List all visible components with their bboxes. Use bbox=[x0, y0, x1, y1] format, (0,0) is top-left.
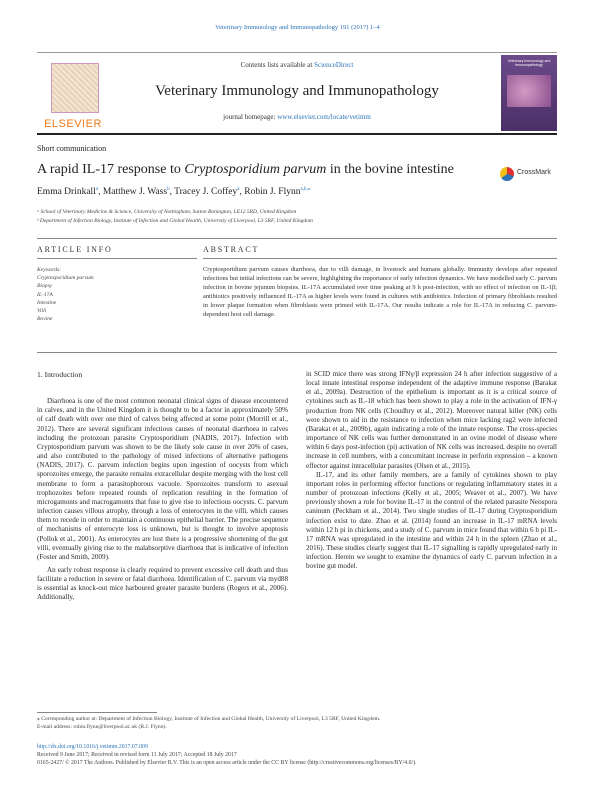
crossmark-badge[interactable] bbox=[500, 166, 554, 184]
body-column-right bbox=[306, 370, 557, 571]
crossmark-label: CrossMark bbox=[517, 169, 551, 176]
abstract-heading: ABSTRACT bbox=[203, 245, 260, 254]
journal-cover-thumbnail bbox=[501, 55, 557, 131]
footnote bbox=[37, 716, 557, 731]
divider bbox=[37, 238, 557, 239]
paragraph: in SCID mice there was strong IFNγ/β expression 24 h after infection suggestive of a local innate intestinal response independent of the adaptive immune response (Barakat et al., 2009a). Destruction of the epithelium is important as it is a critical source of cytokines such as IL-18 which has been shown to play a role in the activation of IFN-γ production from NK cells (Choudhry et al., 2012). Moreover natural killer (NK) cells were shown to aid in the resistance to infection when mice lacking rag2 were infected (Barakat et al., 2009b), again indicating a role of the innate response. The cross-species importance of NK cells was further demonstrated in an ovine model of disease where within 6 days post-infection (pi) activation of NK cells was increased, despite no overall increase in cell numbers, with a concomitant increase in perforin expression – a known effector against intracellular parasites (Olsen et al., 2015). bbox=[306, 370, 557, 470]
doi-link[interactable]: http://dx.doi.org/10.1016/j.vetimm.2017.07.009 bbox=[37, 744, 148, 750]
journal-citation: Veterinary Immunology and Immunopathology 191 (2017) 1–4 bbox=[215, 24, 380, 31]
body-column-left bbox=[37, 370, 288, 603]
author[interactable]: Emma Drinkall$^a$ bbox=[37, 187, 99, 198]
publication-info bbox=[37, 744, 557, 767]
publisher-name: ELSEVIER bbox=[44, 118, 102, 130]
paragraph: An early robust response is clearly required to prevent excessive cell death and thus facilitate a reduction in severe or fatal diarrhoea. Identification of C. parvum via myd88 is essential as knock-out mice harboured greater parasite burdens (Rogers et al., 2006). Additionally, bbox=[37, 565, 288, 602]
license-text: 0165-2427/ © 2017 The Authors. Published by Elsevier B.V. This is an open access article under the CC BY license (http://creativecommons.org/licenses/BY/4.0/). bbox=[37, 759, 417, 766]
author[interactable]: Robin J. Flynn$^{a,b,⁎}$ bbox=[244, 187, 311, 198]
corresponding-author: ⁎ Corresponding author at: Department of Infection Biology, Institute of Infection and Global Health, University of Liverpool, L3 5RF, United Kingdom. bbox=[37, 716, 381, 722]
journal-title: Veterinary Immunology and Immunopathology bbox=[155, 83, 439, 99]
article-type: Short communication bbox=[37, 144, 107, 153]
journal-header bbox=[37, 52, 557, 135]
affiliation: ᵃ School of Veterinary Medicine & Science, University of Nottingham, Sutton Bonington, LE12 5RD, United Kingdom bbox=[37, 209, 297, 215]
section-heading: 1. Introduction bbox=[37, 370, 83, 379]
paragraph: IL-17, and its other family members, are a family of cytokines shown to play important roles in performing effector functions or regulating inflammatory states in a number of protozoan infections (Kelly et al., 2005; Weaver et al., 2007). We have previously shown a role for bovine IL-17 in the control of the related parasite Neospora caninum (Peckham et al., 2014). Two single studies of IL-17 during Cryptosporidium infection exist to date. Zhao et al. (2014) found an increase in IL-17 mRNA levels within 12 h pi in chickens, and a study of C. parvum in mice found that within 6 h pi IL-17 mRNA was upregulated in the intestine and within 24 h in the spleen (Zhao et al., 2016). These studies clearly suggest that IL-17 signalling is rapidly upregulated early in infection. Herein we sought to examine the dynamics of early C. parvum infection in a bovine gut model. bbox=[306, 470, 558, 571]
author-list: Emma Drinkall$^a$, Matthew J. Wass$^b$, Tracey J. Coffey$^a$, Robin J. Flynn$^{a,b,⁎}$ bbox=[37, 187, 311, 198]
email-address: E-mail address: robin.flynn@liverpool.ac.uk (R.J. Flynn). bbox=[37, 723, 167, 730]
article-title: A rapid IL-17 response to Cryptosporidium parvum in the bovine intestine bbox=[37, 162, 454, 177]
keyword: Biopsy bbox=[37, 283, 53, 290]
author[interactable]: Tracey J. Coffey$^a$ bbox=[174, 187, 240, 198]
contents-line: Contents lists available at ScienceDirect bbox=[240, 61, 354, 69]
author[interactable]: Matthew J. Wass$^b$ bbox=[102, 187, 170, 198]
homepage-link[interactable]: www.elsevier.com/locate/vetimm bbox=[277, 113, 371, 121]
cover-title: Veterinary Immunology and Immunopathology bbox=[507, 59, 551, 68]
paragraph: Diarrhoea is one of the most common neonatal clinical signs of disease encountered in calves, and in the United Kingdom it is thought to be a factor in approximately 50% of calf death with over one third of calves being affected at some point (Morrill et al., 2012). There are several significant infectious causes of neonatal diarrhoea in calves including the protozoan parasite Cryptosporidium (NADIS, 2017). Infection with Cryptosporidium parvum was shown to be the likely sole cause in over 20% of cases, and also contributed to the pathology of mixed infections of alternative pathogens (NADIS, 2017). C. parvum infection begins upon ingestion of oocysts from which sporozoites emerge, the parasite remains extracellular despite merging with the host cell membrane to form a parasitophorous vacuole. Sporozoites transform to asexual trophozoites before repeated rounds of replication resulting in the formation of microgamonts and macrogamonts that fuse to give rise to infectious oocysts. C. parvum infection causes villous atrophy, through a loss of enterocytes in the villi, which causes them to recede in order to maintain a continuous epithelial barrier. The precise sequence of mechanisms of enterocyte loss is unknown, but is thought to involve apoptosis (Pollok et al., 2001). As enterocytes are lost there is a progressive shortening of the gut villi, eventually giving rise to the malabsorptive diarrhoea that is indicative of infection (Foster and Smith, 2009). bbox=[37, 397, 288, 561]
abstract-text: Cryptosporidium parvum causes diarrhoea, due to villi damage, in livestock and humans globally. Immunity develops after repeated infections but initial infections can be severe, highlighting the importance of early infection dynamics. We have modelled early C. parvum infection in bovine jejunum biopsies. IL-17A accumulated over time peaking at 9 h post-infection, with no effect of infection on IL-1β; antibiotics positively influenced IL-17A as higher levels were found in cultures with antibiotics. Infection of primary fibroblasts resulted in lower plaque formation when fibroblasts were primed with IL-17A. Our results indicate a role for IL-17A in reducing C. parvum-dependent host cell damage. bbox=[203, 266, 557, 318]
affiliation: ᵇ Department of Infection Biology, Institute of Infection and Global Health, University of Liverpool, L3 5RF, United Kingdom bbox=[37, 218, 313, 224]
keywords-label: Keywords: bbox=[37, 267, 62, 273]
keyword: Villi bbox=[37, 308, 47, 315]
keyword: Bovine bbox=[37, 316, 53, 323]
keyword: Intestine bbox=[37, 299, 57, 306]
article-info-heading: ARTICLE INFO bbox=[37, 245, 113, 254]
divider bbox=[37, 258, 197, 259]
sciencedirect-link[interactable]: ScienceDirect bbox=[314, 61, 354, 69]
cover-image bbox=[507, 75, 551, 107]
crossmark-icon bbox=[500, 167, 514, 181]
footnote-divider bbox=[37, 712, 157, 713]
received-dates: Received 9 June 2017; Received in revised form 11 July 2017; Accepted 18 July 2017 bbox=[37, 751, 237, 758]
divider bbox=[37, 352, 557, 353]
keyword: Cryptosporidium parvum bbox=[37, 275, 94, 282]
keyword: IL-17A bbox=[37, 291, 53, 298]
divider bbox=[203, 258, 557, 259]
journal-homepage: journal homepage: www.elsevier.com/locate/vetimm bbox=[223, 113, 371, 121]
keywords bbox=[37, 266, 197, 323]
